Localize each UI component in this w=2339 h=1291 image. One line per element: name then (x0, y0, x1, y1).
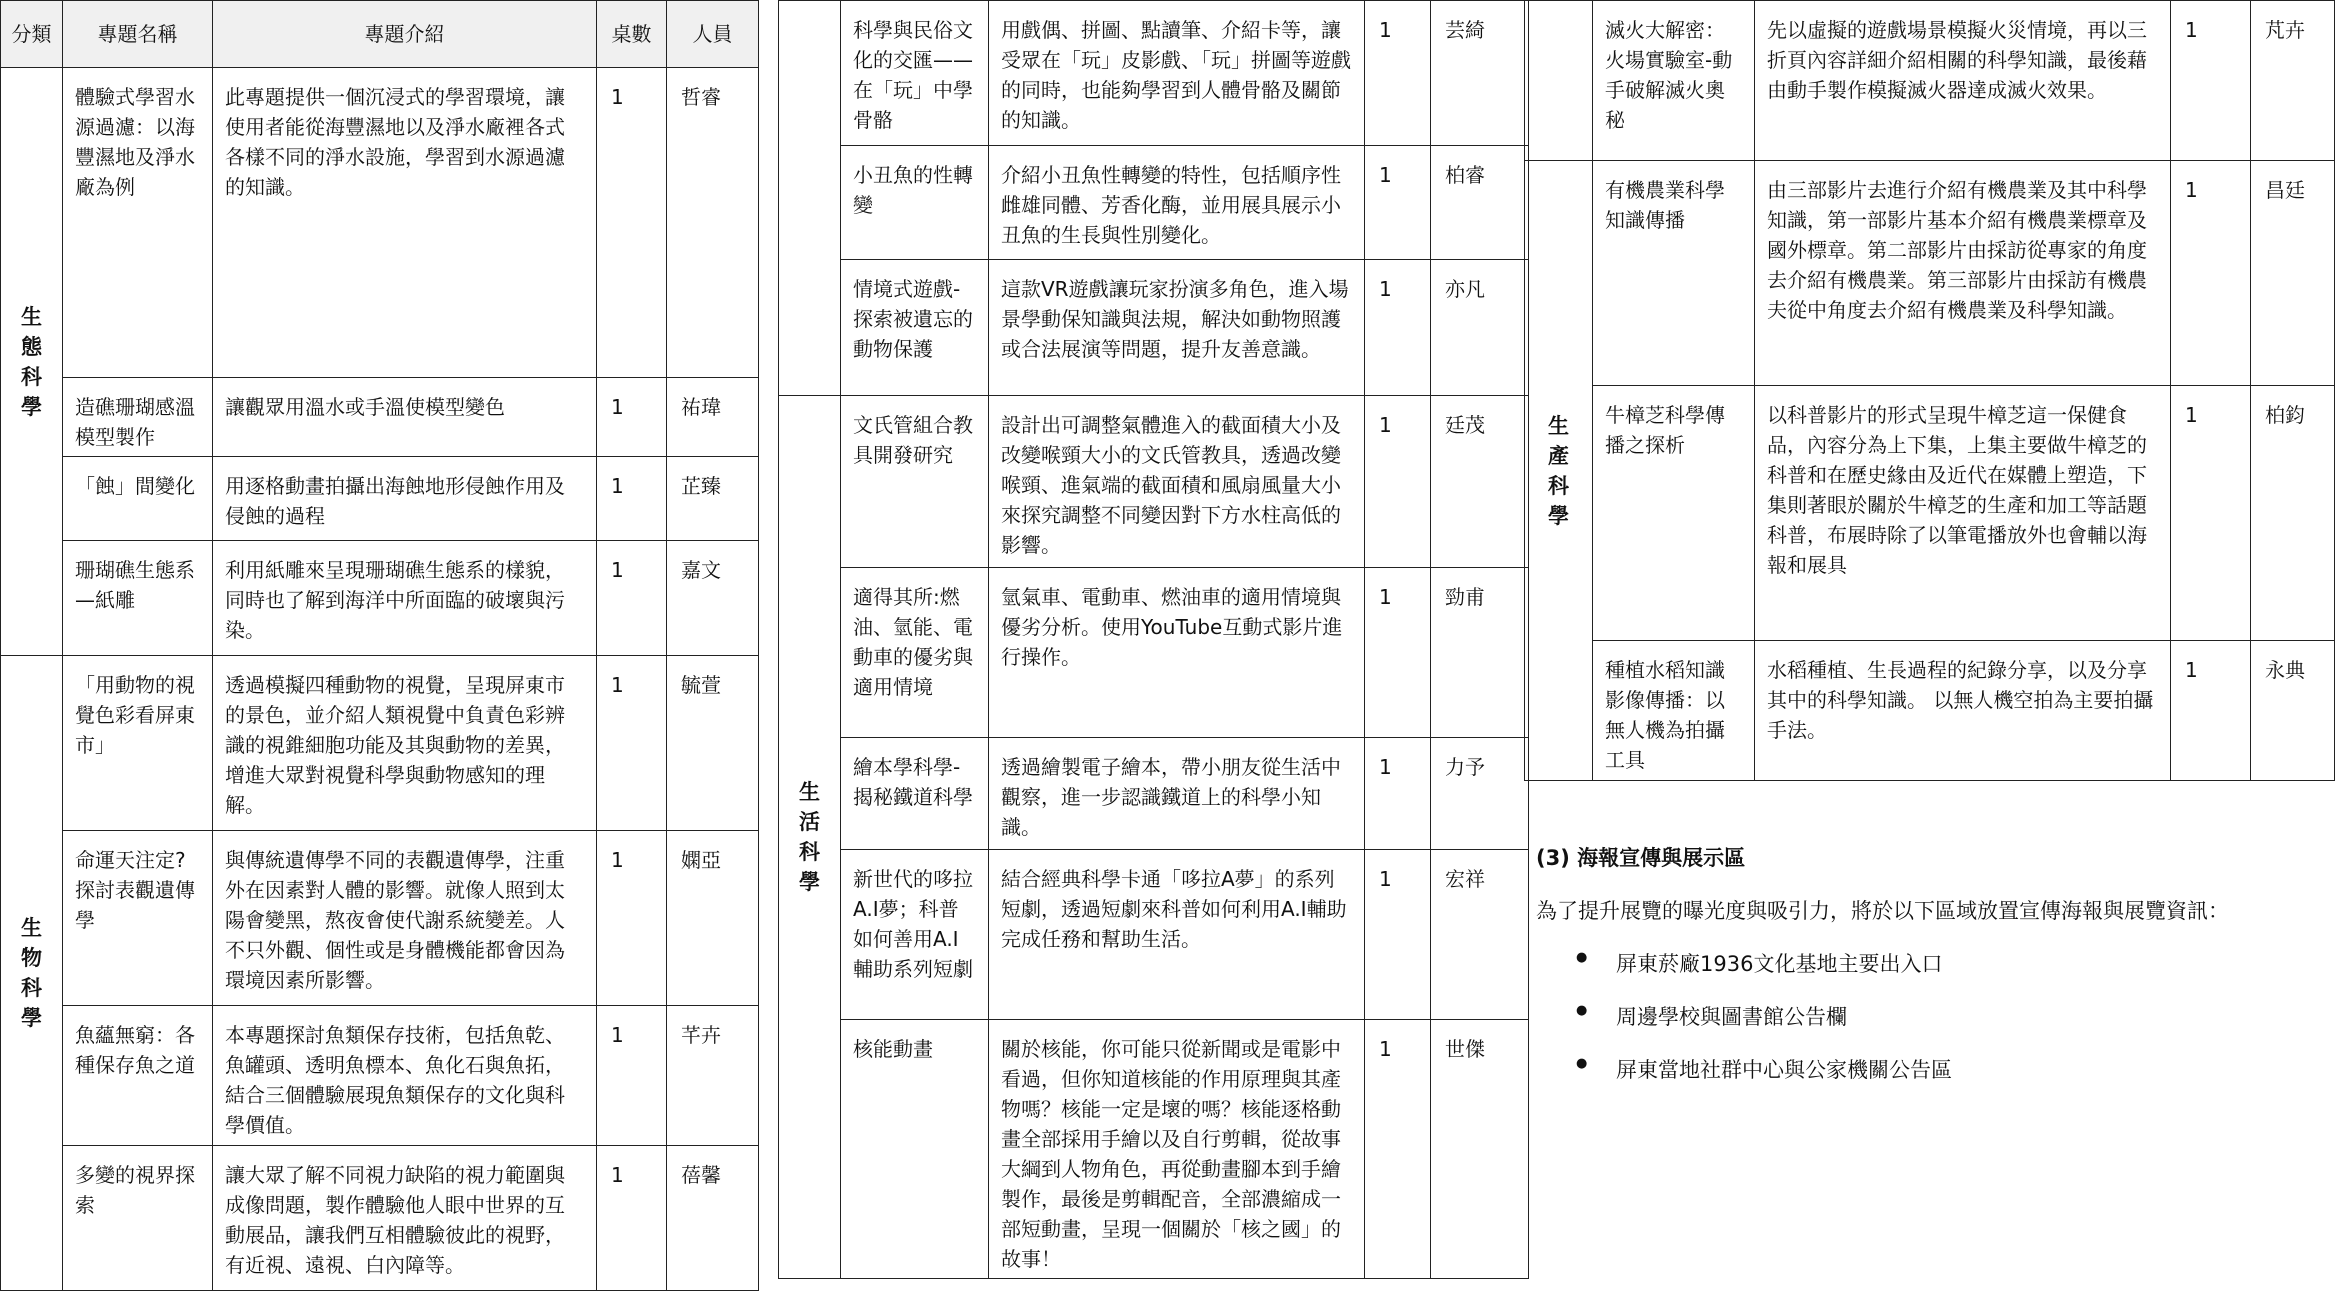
table-count: 1 (1365, 146, 1431, 260)
person-name: 亦凡 (1431, 260, 1529, 396)
project-title: 魚蘊無窮：各種保存魚之道 (63, 1006, 213, 1146)
table-row (779, 738, 1529, 850)
person-name: 柏睿 (1431, 146, 1529, 260)
project-intro: 介紹小丑魚性轉變的特性，包括順序性雌雄同體、芳香化酶，並用展具展示小丑魚的生長與性別變化。 (989, 146, 1365, 260)
table-count: 1 (2171, 1, 2251, 161)
person-name: 昌廷 (2251, 161, 2335, 386)
project-title: 新世代的哆拉A.I夢；科普如何善用A.I輔助系列短劇 (841, 850, 989, 1020)
project-title: 繪本學科學-揭秘鐵道科學 (841, 738, 989, 850)
table-count: 1 (1365, 568, 1431, 738)
person-name: 柏鈞 (2251, 386, 2335, 641)
person-name: 哲睿 (667, 68, 759, 378)
project-title: 適得其所:燃油、氫能、電動車的優劣與適用情境 (841, 568, 989, 738)
header-intro: 專題介紹 (213, 1, 597, 68)
project-title: 種植水稻知識影像傳播：以無人機為拍攝工具 (1593, 641, 1755, 781)
project-intro: 水稻種植、生長過程的紀錄分享，以及分享其中的科學知識。 以無人機空拍為主要拍攝手法。 (1755, 641, 2171, 781)
person-name: 勁甫 (1431, 568, 1529, 738)
person-name: 宏祥 (1431, 850, 1529, 1020)
project-table-3 (1524, 0, 2335, 781)
person-name: 芊卉 (667, 1006, 759, 1146)
project-title: 有機農業科學知識傳播 (1593, 161, 1755, 386)
project-title: 科學與民俗文化的交匯——在「玩」中學骨骼 (841, 1, 989, 146)
table-row (1, 541, 759, 656)
table-row (779, 396, 1529, 568)
table-row (1, 1006, 759, 1146)
table-row (1, 68, 759, 378)
project-intro: 讓觀眾用溫水或手溫使模型變色 (213, 378, 597, 457)
list-item: ● 周邊學校與圖書館公告欄 (1536, 1001, 1952, 1054)
project-intro: 這款VR遊戲讓玩家扮演多角色，進入場景學動保知識與法規，解決如動物照護或合法展演等問題，提升友善意識。 (989, 260, 1365, 396)
table-row (1, 457, 759, 541)
person-name: 廷茂 (1431, 396, 1529, 568)
table-count: 1 (1365, 396, 1431, 568)
project-intro: 本專題探討魚類保存技術，包括魚乾、魚罐頭、透明魚標本、魚化石與魚拓，結合三個體驗展現魚類保存的文化與科學價值。 (213, 1006, 597, 1146)
project-title: 小丑魚的性轉變 (841, 146, 989, 260)
table-count: 1 (597, 457, 667, 541)
project-intro: 氫氣車、電動車、燃油車的適用情境與優劣分析。使用YouTube互動式影片進行操作。 (989, 568, 1365, 738)
project-intro: 與傳統遺傳學不同的表觀遺傳學，注重外在因素對人體的影響。就像人照到太陽會變黑，熬夜會使代謝系統變差。人不只外觀、個性或是身體機能都會因為環境因素所影響。 (213, 831, 597, 1006)
table-row (1, 831, 759, 1006)
table-column-2 (778, 0, 1530, 1279)
table-row (1, 378, 759, 457)
table-count: 1 (1365, 738, 1431, 850)
person-name: 毓萱 (667, 656, 759, 831)
table-row (779, 146, 1529, 260)
table-column-1 (0, 0, 760, 1291)
project-title: 牛樟芝科學傳播之探析 (1593, 386, 1755, 641)
table-row (1525, 641, 2335, 781)
table-count: 1 (597, 831, 667, 1006)
table-column-3 (1524, 0, 2336, 781)
person-name: 永典 (2251, 641, 2335, 781)
table-count: 1 (597, 541, 667, 656)
table-row (1525, 1, 2335, 161)
category-cell: 生態科學 (1, 68, 63, 656)
project-title: 多變的視界探索 (63, 1146, 213, 1291)
table-row (779, 260, 1529, 396)
project-table-2 (778, 0, 1529, 1279)
category-cell (1525, 1, 1593, 161)
project-intro: 此專題提供一個沉浸式的學習環境，讓使用者能從海豐濕地以及淨水廠裡各式各樣不同的淨水設施，學習到水源過濾的知識。 (213, 68, 597, 378)
project-intro: 用戲偶、拼圖、點讀筆、介紹卡等，讓受眾在「玩」皮影戲、「玩」拼圖等遊戲的同時，也能夠學習到人體骨骼及關節的知識。 (989, 1, 1365, 146)
project-intro: 讓大眾了解不同視力缺陷的視力範圍與成像問題，製作體驗他人眼中世界的互動展品，讓我們互相體驗彼此的視野，有近視、遠視、白內障等。 (213, 1146, 597, 1291)
table-row (779, 568, 1529, 738)
table-count: 1 (1365, 260, 1431, 396)
project-intro: 先以虛擬的遊戲場景模擬火災情境，再以三折頁內容詳細介紹相關的科學知識，最後藉由動手製作模擬滅火器達成滅火效果。 (1755, 1, 2171, 161)
table-row (1525, 161, 2335, 386)
person-name: 蓓馨 (667, 1146, 759, 1291)
person-name: 嘉文 (667, 541, 759, 656)
header-category: 分類 (1, 1, 63, 68)
table-row (1, 656, 759, 831)
project-title: 體驗式學習水源過濾：以海豐濕地及淨水廠為例 (63, 68, 213, 378)
table-count: 1 (597, 656, 667, 831)
poster-section-paragraph: 為了提升展覽的曝光度與吸引力，將於以下區域放置宣傳海報與展覽資訊： (1536, 899, 2229, 923)
table-count: 1 (597, 1146, 667, 1291)
category-cell: 生物科學 (1, 656, 63, 1291)
category-cell: 生活科學 (779, 396, 841, 1279)
table-row (779, 1, 1529, 146)
project-title: 文氏管組合教具開發研究 (841, 396, 989, 568)
category-cell (779, 1, 841, 396)
project-intro: 以科普影片的形式呈現牛樟芝這一保健食品，內容分為上下集，上集主要做牛樟芝的科普和在歷史緣由及近代在媒體上塑造，下集則著眼於關於牛樟芝的生產和加工等話題科普，布展時除了以筆電播放外也會輔以海報和展具 (1755, 386, 2171, 641)
person-name: 力予 (1431, 738, 1529, 850)
table-count: 1 (1365, 1020, 1431, 1279)
project-intro: 設計出可調整氣體進入的截面積大小及改變喉頸大小的文氏管教具，透過改變喉頸、進氣端的截面積和風扇風量大小來探究調整不同變因對下方水柱高低的影響。 (989, 396, 1365, 568)
table-row (1525, 386, 2335, 641)
table-row (779, 850, 1529, 1020)
table-count: 1 (2171, 161, 2251, 386)
project-title: 命運天注定?探討表觀遺傳學 (63, 831, 213, 1006)
list-item: ● 屏東菸廠1936文化基地主要出入口 (1536, 948, 1952, 1001)
project-title: 情境式遊戲-探索被遺忘的動物保護 (841, 260, 989, 396)
table-count: 1 (1365, 1, 1431, 146)
project-intro: 關於核能，你可能只從新聞或是電影中看過，但你知道核能的作用原理與其產物嗎？核能一定是壞的嗎？核能逐格動畫全部採用手繪以及自行剪輯，從故事大綱到人物角色，再從動畫腳本到手繪製作，最後是剪輯配音，全部濃縮成一部短動畫，呈現一個關於「核之國」的故事！ (989, 1020, 1365, 1279)
person-name: 世傑 (1431, 1020, 1529, 1279)
person-name: 芷臻 (667, 457, 759, 541)
table-row (1, 1146, 759, 1291)
person-name: 祐瑋 (667, 378, 759, 457)
table-count: 1 (597, 68, 667, 378)
table-count: 1 (597, 1006, 667, 1146)
header-tables: 桌數 (597, 1, 667, 68)
table-count: 1 (2171, 641, 2251, 781)
table-count: 1 (2171, 386, 2251, 641)
project-title: 造礁珊瑚感溫模型製作 (63, 378, 213, 457)
project-intro: 用逐格動畫拍攝出海蝕地形侵蝕作用及侵蝕的過程 (213, 457, 597, 541)
table-count: 1 (1365, 850, 1431, 1020)
project-table-1 (0, 0, 759, 1291)
header-person: 人員 (667, 1, 759, 68)
header-title: 專題名稱 (63, 1, 213, 68)
project-title: 滅火大解密：火場實驗室-動手破解滅火奧秘 (1593, 1, 1755, 161)
project-intro: 利用紙雕來呈現珊瑚礁生態系的樣貌，同時也了解到海洋中所面臨的破壞與污染。 (213, 541, 597, 656)
project-intro: 透過模擬四種動物的視覺，呈現屏東市的景色，並介紹人類視覺中負責色彩辨識的視錐細胞功能及其與動物的差異，增進大眾對視覺科學與動物感知的理解。 (213, 656, 597, 831)
category-cell: 生產科學 (1525, 161, 1593, 781)
list-item: ● 屏東當地社群中心與公家機關公告區 (1536, 1054, 1952, 1107)
table-count: 1 (597, 378, 667, 457)
project-title: 「蝕」間變化 (63, 457, 213, 541)
table-row (779, 1020, 1529, 1279)
person-name: 嫻亞 (667, 831, 759, 1006)
person-name: 芃卉 (2251, 1, 2335, 161)
project-intro: 結合經典科學卡通「哆拉A夢」的系列短劇，透過短劇來科普如何利用A.I輔助完成任務和幫助生活。 (989, 850, 1365, 1020)
poster-location-list (1536, 948, 1952, 1107)
table-header-row (1, 1, 759, 68)
project-title: 珊瑚礁生態系—紙雕 (63, 541, 213, 656)
project-title: 核能動畫 (841, 1020, 989, 1279)
person-name: 芸綺 (1431, 1, 1529, 146)
project-title: 「用動物的視覺色彩看屏東市」 (63, 656, 213, 831)
project-intro: 由三部影片去進行介紹有機農業及其中科學知識，第一部影片基本介紹有機農業標章及國外標章。第二部影片由採訪從專家的角度去介紹有機農業。第三部影片由採訪有機農夫從中角度去介紹有機農業及科學知識。 (1755, 161, 2171, 386)
poster-section-title: (3) 海報宣傳與展示區 (1536, 846, 1746, 870)
project-intro: 透過繪製電子繪本，帶小朋友從生活中觀察，進一步認識鐵道上的科學小知識。 (989, 738, 1365, 850)
